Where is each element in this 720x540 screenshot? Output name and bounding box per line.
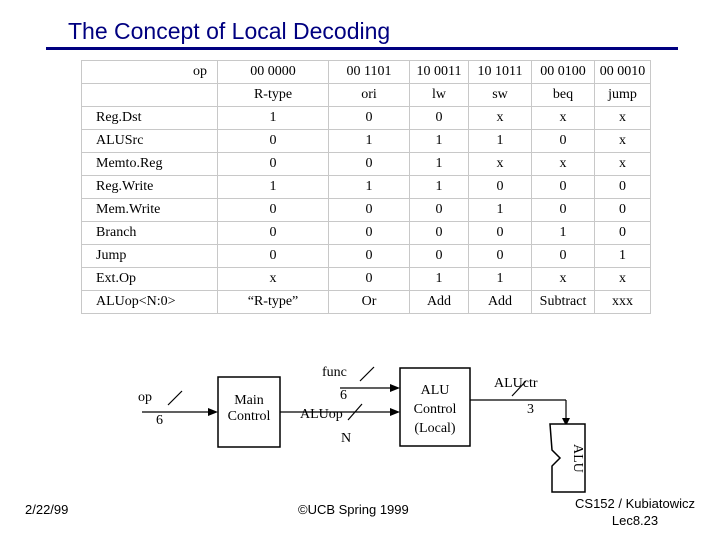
table-cell: 0: [532, 245, 595, 268]
table-cell: 1: [410, 130, 469, 153]
table-cell: x: [595, 268, 651, 291]
op-code-cell: 10 0011: [410, 61, 469, 84]
table-cell: x: [595, 153, 651, 176]
table-cell: xxx: [595, 291, 651, 314]
table-cell: 1: [469, 199, 532, 222]
alu-control-line3: (Local): [414, 421, 456, 436]
table-cell: 1: [595, 245, 651, 268]
row-label: Ext.Op: [82, 268, 218, 291]
row-label: ALUop<N:0>: [82, 291, 218, 314]
copyright-notice: ©UCB Spring 1999: [298, 502, 409, 517]
row-label: Memto.Reg: [82, 153, 218, 176]
op-code-cell: 00 1101: [329, 61, 410, 84]
table-cell: x: [218, 268, 329, 291]
aluop-label: ALUop: [300, 407, 343, 422]
alu-control-line2: Control: [413, 402, 457, 417]
aluop-bus-width: N: [341, 431, 352, 446]
table-cell: 0: [595, 176, 651, 199]
row-label: ALUSrc: [82, 130, 218, 153]
table-cell: 0: [595, 222, 651, 245]
table-cell: 1: [218, 176, 329, 199]
table-cell: 0: [595, 199, 651, 222]
table-cell: 0: [410, 245, 469, 268]
table-cell: 1: [532, 222, 595, 245]
table-cell: x: [532, 153, 595, 176]
instr-type-cell: R-type: [218, 84, 329, 107]
table-cell: x: [532, 107, 595, 130]
slide-title: The Concept of Local Decoding: [68, 18, 391, 44]
table-cell: 0: [329, 153, 410, 176]
table-cell: 0: [410, 222, 469, 245]
op-arrowhead: [208, 408, 218, 416]
table-cell: 0: [218, 199, 329, 222]
row-label: Branch: [82, 222, 218, 245]
table-cell: 0: [218, 130, 329, 153]
table-cell: “R-type”: [218, 291, 329, 314]
table-cell: 0: [329, 222, 410, 245]
table-cell: 1: [469, 268, 532, 291]
table-cell: x: [469, 153, 532, 176]
course-name: CS152 / Kubiatowicz: [575, 496, 695, 511]
table-cell: x: [532, 268, 595, 291]
table-cell: 0: [532, 176, 595, 199]
op-code-cell: 00 0100: [532, 61, 595, 84]
table-cell: 1: [410, 153, 469, 176]
op-bus-width: 6: [156, 413, 163, 428]
alu-label: ALU: [570, 444, 585, 473]
row-label: Reg.Dst: [82, 107, 218, 130]
func-input-label: func: [322, 365, 347, 380]
aluctr-label: ALUctr: [494, 376, 538, 391]
func-arrowhead: [390, 384, 400, 392]
table-cell: x: [469, 107, 532, 130]
func-bus-width: 6: [340, 388, 347, 403]
table-cell: 0: [469, 245, 532, 268]
op-bus-slash: [168, 391, 182, 405]
table-cell: 0: [218, 153, 329, 176]
table-cell: 0: [329, 268, 410, 291]
table-cell: 0: [532, 130, 595, 153]
instr-type-cell: jump: [595, 84, 651, 107]
table-cell: 0: [329, 199, 410, 222]
table-cell: 1: [329, 176, 410, 199]
table-cell: x: [595, 130, 651, 153]
table-cell: x: [595, 107, 651, 130]
op-code-cell: 00 0000: [218, 61, 329, 84]
op-header-label: op: [82, 61, 218, 84]
table-cell: 0: [469, 176, 532, 199]
table-cell: 0: [410, 107, 469, 130]
instr-type-cell: ori: [329, 84, 410, 107]
lecture-number: Lec8.23: [611, 513, 659, 528]
table-cell: 1: [218, 107, 329, 130]
op-code-cell: 10 1011: [469, 61, 532, 84]
row-label: Mem.Write: [82, 199, 218, 222]
table-cell: 0: [329, 107, 410, 130]
main-control-label: Main Control: [227, 393, 271, 424]
row-label: Reg.Write: [82, 176, 218, 199]
op-input-label: op: [138, 390, 152, 405]
table-cell: Add: [410, 291, 469, 314]
table-cell: 1: [469, 130, 532, 153]
table-cell: Or: [329, 291, 410, 314]
table-cell: 1: [410, 268, 469, 291]
aluop-arrowhead: [390, 408, 400, 416]
table-cell: Subtract: [532, 291, 595, 314]
row-label: Jump: [82, 245, 218, 268]
instr-type-cell: lw: [410, 84, 469, 107]
table-cell: 1: [329, 130, 410, 153]
table-cell: 0: [218, 245, 329, 268]
slide-date: 2/22/99: [25, 502, 69, 517]
instr-type-cell: sw: [469, 84, 532, 107]
table-cell: 0: [329, 245, 410, 268]
op-code-cell: 00 0010: [595, 61, 651, 84]
table-cell: 0: [410, 199, 469, 222]
table-cell: Add: [469, 291, 532, 314]
table-cell: 0: [469, 222, 532, 245]
table-cell: 0: [532, 199, 595, 222]
aluctr-bus-width: 3: [527, 402, 534, 417]
table-cell: 1: [410, 176, 469, 199]
alu-control-line1: ALU: [420, 383, 450, 398]
table-cell: 0: [218, 222, 329, 245]
func-bus-slash: [360, 367, 374, 381]
instr-type-cell: beq: [532, 84, 595, 107]
